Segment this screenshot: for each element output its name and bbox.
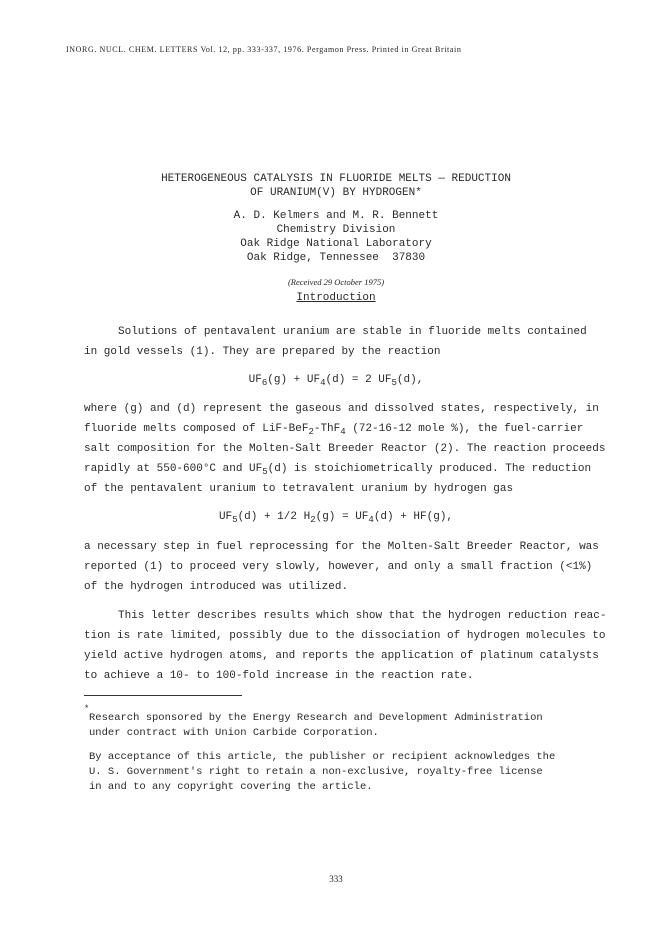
section-heading: Introduction [296, 292, 376, 304]
affiliation-zip: 37830 [392, 252, 426, 264]
affiliation-lab: Oak Ridge National Laboratory [240, 238, 432, 250]
affiliation-address [0, 252, 672, 264]
affiliation-division: Chemistry Division [276, 224, 396, 236]
paragraph-3-line-2: reported (1) to proceed very slowly, however, and only a small fraction (<1%) [84, 561, 593, 573]
paragraph-4-line-3: yield active hydrogen atoms, and reports the application of platinum catalysts [84, 650, 599, 662]
paragraph-2-line-4: rapidly at 550-600°C and $UF_5(d)$ is stoichiometrically produced. The reduction [84, 463, 592, 477]
footnote-line-5: in and to any copyright covering the article. [89, 781, 373, 793]
article-title-line-2: OF URANIUM(V) BY HYDROGEN* [250, 187, 422, 199]
page-number: 333 [329, 874, 343, 884]
received-date: (Received 29 October 1975) [287, 277, 385, 287]
paragraph-4-line-2: tion is rate limited, possibly due to the dissociation of hydrogen molecules to [84, 630, 606, 642]
paragraph-4-line-4: to achieve a 10- to 100-fold increase in the reaction rate. [84, 670, 474, 682]
footnote-divider [84, 695, 242, 696]
journal-header: INORG. NUCL. CHEM. LETTERS Vol. 12, pp. 333-337, 1976. Pergamon Press. Printed in Great Britain [66, 45, 462, 54]
paragraph-1-line-1: Solutions of pentavalent uranium are stable in fluoride melts contained [118, 326, 587, 338]
paragraph-3-line-1: a necessary step in fuel reprocessing for the Molten-Salt Breeder Reactor, was [84, 541, 599, 553]
authors: A. D. Kelmers and M. R. Bennett [233, 210, 439, 222]
paragraph-2-line-1: where (g) and (d) represent the gaseous and dissolved states, respectively, in [84, 403, 599, 415]
article-title-line-1: HETEROGENEOUS CATALYSIS IN FLUORIDE MELTS — REDUCTION [161, 173, 511, 185]
equation-2: $UF_5(d) + 1/2$ $H_2(g) = UF_4(d) + HF(g)$, [218, 511, 454, 525]
paragraph-2-line-3: salt composition for the Molten-Salt Breeder Reactor (2). The reaction proceeds [84, 443, 606, 455]
footnote-marker: * [84, 704, 90, 714]
paragraph-2-line-2: fluoride melts composed of LiF-BeF$_2$-ThF$_4$ (72-16-12 mole %), the fuel-carrier [84, 423, 584, 437]
paragraph-2-line-5: of the pentavalent uranium to tetravalent uranium by hydrogen gas [84, 483, 514, 495]
paragraph-1-line-2: in gold vessels (1). They are prepared by the reaction [84, 346, 441, 358]
affiliation-city: Oak Ridge, Tennessee [246, 252, 379, 264]
paragraph-3-line-3: of the hydrogen introduced was utilized. [84, 581, 349, 593]
paragraph-4-line-1: This letter describes results which show that the hydrogen reduction reac- [118, 610, 607, 622]
footnote-line-1: Research sponsored by the Energy Research and Development Administration [89, 712, 543, 724]
footnote-line-3: By acceptance of this article, the publisher or recipient acknowledges the [89, 751, 556, 763]
footnote-line-2: under contract with Union Carbide Corporation. [89, 727, 379, 739]
footnote-line-4: U. S. Government's right to retain a non-exclusive, royalty-free license [89, 766, 543, 778]
equation-1: $UF_6(g) + UF_4(d) = 2$ $UF_5(d)$, [248, 374, 424, 388]
